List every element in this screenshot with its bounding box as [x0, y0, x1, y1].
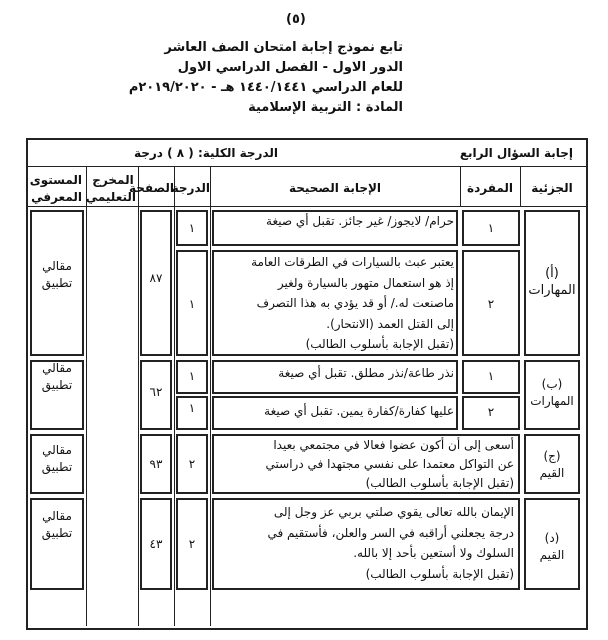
- page-number: (٥): [286, 12, 306, 27]
- col-item: المفردة: [466, 181, 513, 195]
- col-score: الدرجة: [171, 181, 210, 195]
- answer-text: الإيمان بالله تعالى يقوي صلتي بربي عز وجل إلى درجة يجعلني أراقبه في السر والعلن، فأستقيم في السلوك ولا أستعين بأحد إلا بالله. (تقبل الإجابة بأسلوب الطالب): [267, 505, 514, 581]
- col-answer: الإجابة الصحيحة: [288, 181, 382, 195]
- header-line-2: الدور الاول - الفصل الدراسي الاول: [177, 60, 403, 75]
- total-score: الدرجة الكلية: ( ٨ ) درجة: [133, 146, 278, 160]
- answer-text: حرام/ لايجوز/ غير جائز. تقبل أي صيغة: [266, 214, 454, 228]
- score-value: ١: [188, 297, 196, 311]
- item-number: ١: [487, 369, 495, 383]
- divider: [138, 166, 139, 626]
- col-page: الصفحة: [128, 181, 174, 195]
- page-value: ٨٧: [149, 271, 163, 285]
- page-value: ٦٢: [149, 385, 163, 399]
- item-number: ٢: [487, 405, 495, 419]
- col-part: الجزئية: [531, 181, 573, 195]
- divider: [26, 166, 586, 167]
- answer-text: عليها كفارة/كفارة يمين. تقبل أي صيغة: [264, 404, 454, 418]
- level-value: مقالي تطبيق: [41, 361, 73, 392]
- item-number: ١: [487, 221, 495, 235]
- col-outcome: المخرج التعليمي: [85, 173, 136, 204]
- divider: [174, 166, 175, 626]
- level-value: مقالي تطبيق: [41, 509, 73, 540]
- score-value: ١: [188, 401, 196, 415]
- divider: [26, 206, 586, 207]
- item-number: ٢: [487, 297, 495, 311]
- level-value: مقالي تطبيق: [41, 259, 73, 290]
- answer-text: أسعى إلى أن أكون عضوا فعالا في مجتمعي بعيدا عن التواكل معتمدا على نفسي مجتهدا في دراستي (تقبل الإجابة بأسلوب الطالب): [265, 438, 514, 490]
- answer-text: نذر طاعة/نذر مطلق. تقبل أي صيغة: [278, 366, 454, 380]
- score-value: ٢: [188, 457, 196, 471]
- score-value: ١: [188, 221, 196, 235]
- part-label: (ج) القيم: [539, 449, 565, 480]
- header-line-3: للعام الدراسي ١٤٤٠/١٤٤١ هـ - ٢٠١٩/٢٠٢٠م: [128, 80, 403, 95]
- score-value: ١: [188, 369, 196, 383]
- divider: [210, 166, 211, 626]
- col-level: المستوى المعرفي: [29, 173, 82, 204]
- score-value: ٢: [188, 537, 196, 551]
- document-header: [0, 0, 608, 150]
- header-line-1: تابع نموذج إجابة امتحان الصف العاشر: [164, 40, 403, 55]
- page-value: ٩٣: [149, 457, 163, 471]
- part-label: (ب) المهارات: [530, 377, 574, 408]
- header-line-4: المادة : التربية الإسلامية: [248, 100, 403, 115]
- question-title: إجابة السؤال الرابع: [459, 146, 573, 160]
- part-label: (أ) المهارات: [528, 266, 576, 298]
- part-label: (د) القيم: [539, 531, 565, 562]
- answer-text: يعتبر عبث بالسيارات في الطرقات العامة إذ هو استعمال متهور بالسيارة ولغير ماصنعت له./ أو قد يؤدي به هذا التصرف إلى القتل العمد (الانتحار). (تقبل الإجابة بأسلوب الطالب): [251, 255, 454, 351]
- divider: [86, 166, 87, 626]
- level-value: مقالي تطبيق: [41, 443, 73, 474]
- page-value: ٤٣: [149, 537, 163, 551]
